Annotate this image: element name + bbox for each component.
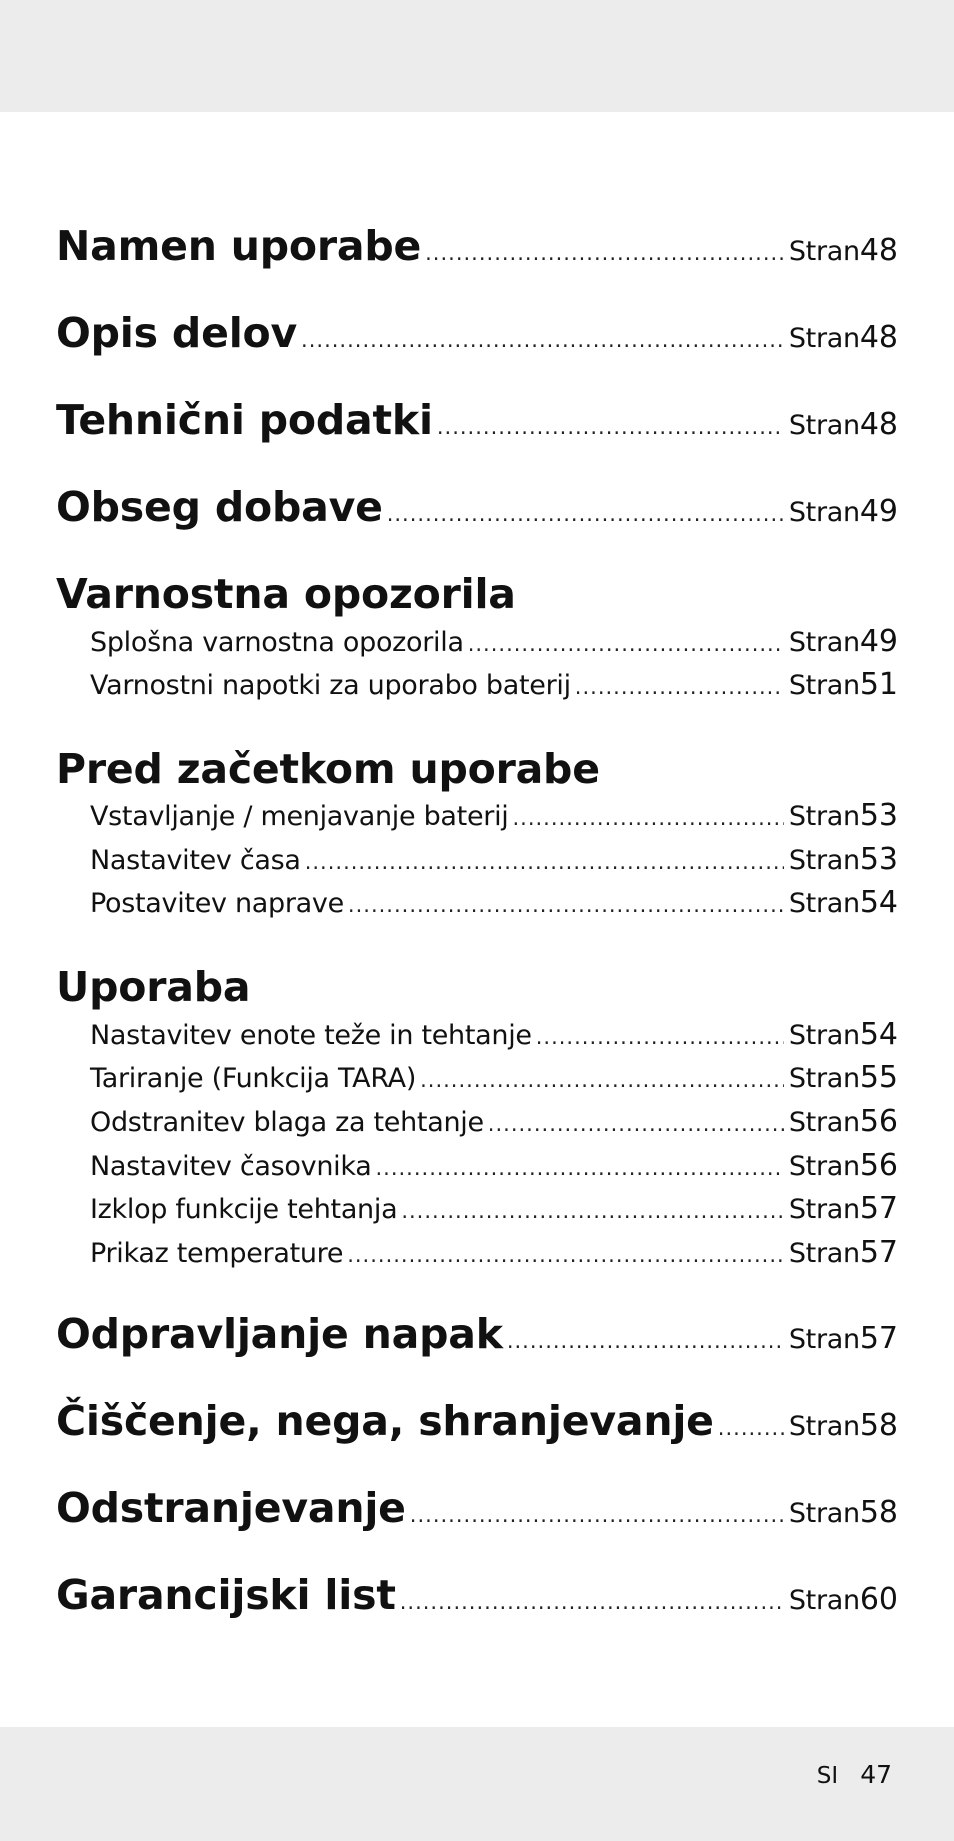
page-prefix: Stran: [788, 323, 860, 354]
toc-title: Vstavljanje / menjavanje baterij: [90, 801, 509, 832]
page-prefix: Stran: [788, 1585, 860, 1616]
page-prefix: Stran: [788, 1151, 860, 1182]
page-number: 57: [859, 1191, 898, 1226]
page-prefix: Stran: [788, 1107, 860, 1138]
page-number: 54: [859, 885, 898, 920]
toc-title: Nastavitev časovnika: [90, 1151, 372, 1182]
leader-dots: [536, 1025, 784, 1049]
page-prefix: Stran: [788, 1020, 860, 1051]
section-heading-uporaba: Uporaba: [56, 963, 251, 1011]
leader-dots: [301, 328, 784, 352]
page-prefix: Stran: [788, 888, 860, 919]
toc-title: Nastavitev časa: [90, 845, 301, 876]
leader-dots: [575, 675, 784, 699]
page-number: 53: [859, 798, 898, 833]
toc-entry-odstranjevanje[interactable]: [56, 1484, 898, 1532]
toc-title: Garancijski list: [56, 1571, 396, 1619]
bottom-band: [0, 1727, 954, 1841]
toc-entry-temperatura[interactable]: [90, 1235, 898, 1270]
toc-entry-nastavitev-casa[interactable]: [90, 842, 898, 877]
page-number: 60: [859, 1582, 898, 1617]
toc-entry-splosna-opozorila[interactable]: [90, 624, 898, 659]
toc-title: Odstranjevanje: [56, 1484, 406, 1532]
footer-language-code: SI: [816, 1763, 839, 1789]
page-prefix: Stran: [788, 627, 860, 658]
page-prefix: Stran: [788, 1411, 860, 1442]
page-prefix: Stran: [788, 845, 860, 876]
leader-dots: [305, 850, 784, 874]
page-number: 56: [859, 1104, 898, 1139]
toc-title: Varnostni napotki za uporabo baterij: [90, 670, 571, 701]
toc-entry-vstavljanje[interactable]: [90, 798, 898, 833]
leader-dots: [437, 415, 784, 439]
toc-title: Izklop funkcije tehtanja: [90, 1194, 398, 1225]
leader-dots: [348, 893, 784, 917]
leader-dots: [410, 1503, 784, 1527]
toc-title: Prikaz temperature: [90, 1238, 344, 1269]
leader-dots: [425, 241, 784, 265]
leader-dots: [387, 502, 784, 526]
top-band: [0, 0, 954, 112]
leader-dots: [718, 1416, 784, 1440]
leader-dots: [420, 1068, 784, 1092]
page-prefix: Stran: [788, 1498, 860, 1529]
leader-dots: [347, 1243, 784, 1267]
section-heading-pred-zacetkom: Pred začetkom uporabe: [56, 745, 600, 793]
page-prefix: Stran: [788, 1063, 860, 1094]
toc-entry-odstranitev-blaga[interactable]: [90, 1104, 898, 1139]
page-prefix: Stran: [788, 410, 860, 441]
page-prefix: Stran: [788, 801, 860, 832]
toc-title: Odpravljanje napak: [56, 1310, 503, 1358]
leader-dots: [401, 1199, 784, 1223]
page-number: 48: [859, 407, 898, 442]
page-number: 58: [859, 1408, 898, 1443]
toc-title: Postavitev naprave: [90, 888, 344, 919]
toc-title: Opis delov: [56, 309, 298, 357]
page-prefix: Stran: [788, 1194, 860, 1225]
footer-page-number: 47: [860, 1760, 892, 1789]
page-number: 53: [859, 842, 898, 877]
page-number: 58: [859, 1495, 898, 1530]
leader-dots: [400, 1590, 784, 1614]
page-number: 55: [859, 1060, 898, 1095]
page-number: 49: [859, 494, 898, 529]
toc-entry-postavitev[interactable]: [90, 885, 898, 920]
page-number: 49: [859, 624, 898, 659]
page-number: 57: [859, 1321, 898, 1356]
toc-entry-casovnik[interactable]: [90, 1148, 898, 1183]
toc-entry-tariranje[interactable]: [90, 1060, 898, 1095]
toc-entry-tehnicni-podatki[interactable]: [56, 396, 898, 444]
toc-entry-opis-delov[interactable]: [56, 309, 898, 357]
toc-entry-napotki-baterij[interactable]: [90, 667, 898, 702]
toc-entry-enote-teze[interactable]: [90, 1017, 898, 1052]
page-prefix: Stran: [788, 236, 860, 267]
page-footer: [817, 1760, 892, 1789]
toc-entry-ciscenje[interactable]: [56, 1397, 898, 1445]
toc-title: Čiščenje, nega, shranjevanje: [56, 1397, 714, 1445]
toc-title: Nastavitev enote teže in tehtanje: [90, 1020, 532, 1051]
toc-title: Tehnični podatki: [56, 396, 433, 444]
page-number: 51: [859, 667, 898, 702]
toc-title: Obseg dobave: [56, 483, 383, 531]
page-number: 56: [859, 1148, 898, 1183]
page-prefix: Stran: [788, 1324, 860, 1355]
section-heading-varnostna: Varnostna opozorila: [56, 570, 516, 618]
toc-entry-odpravljanje-napak[interactable]: [56, 1310, 898, 1358]
toc-title: Tariranje (Funkcija TARA): [90, 1063, 417, 1094]
toc-entry-izklop[interactable]: [90, 1191, 898, 1226]
toc-entry-garancijski-list[interactable]: [56, 1571, 898, 1619]
page-number: 54: [859, 1017, 898, 1052]
leader-dots: [488, 1112, 784, 1136]
leader-dots: [512, 806, 783, 830]
page-number: 48: [859, 233, 898, 268]
leader-dots: [507, 1329, 784, 1353]
toc-entry-namen-uporabe[interactable]: [56, 222, 898, 270]
leader-dots: [375, 1156, 783, 1180]
page-number: 57: [859, 1235, 898, 1270]
toc-title: Namen uporabe: [56, 222, 422, 270]
toc-title: Odstranitev blaga za tehtanje: [90, 1107, 484, 1138]
toc-title: Splošna varnostna opozorila: [90, 627, 464, 658]
leader-dots: [468, 632, 784, 656]
toc-entry-obseg-dobave[interactable]: [56, 483, 898, 531]
page-prefix: Stran: [788, 497, 860, 528]
page-number: 48: [859, 320, 898, 355]
page-prefix: Stran: [788, 670, 860, 701]
page-prefix: Stran: [788, 1238, 860, 1269]
